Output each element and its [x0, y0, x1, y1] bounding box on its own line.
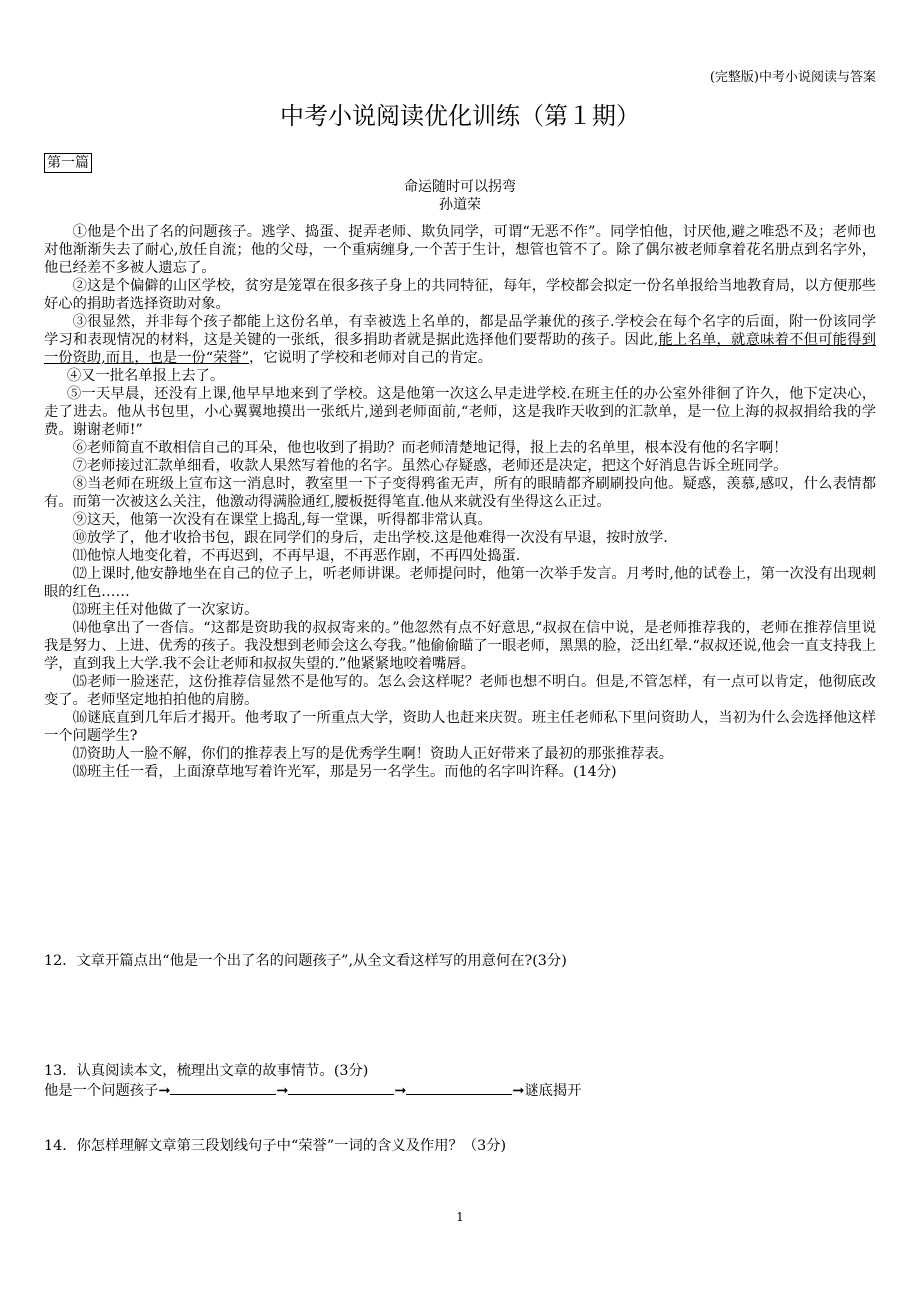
paragraph-16: ⒃谜底直到几年后才揭开。他考取了一所重点大学，资助人也赶来庆贺。班主任老师私下里问资助人，当初为什么会选择他这样一个问题学生? [44, 710, 876, 744]
paragraph-6: ⑥老师简直不敢相信自己的耳朵，他也收到了捐助？而老师清楚地记得，报上去的名单里，根本没有他的名字啊！ [72, 440, 788, 456]
page-number: 1 [456, 1210, 464, 1224]
paragraph-17: ⒄资助人一脸不解，你们的推荐表上写的是优秀学生啊！资助人正好带来了最初的那张推荐表。 [72, 746, 674, 762]
section-label: 第一篇 [44, 153, 92, 173]
question-14: 14．你怎样理解文章第三段划线句子中“荣誉”一词的含义及作用？（3分) [44, 1138, 507, 1154]
paragraph-2: ②这是个偏僻的山区学校，贫穷是笼罩在很多孩子身上的共同特征，每年，学校都会拟定一份名单报给当地教育局，以方便那些好心的捐助者选择资助对象。 [44, 278, 876, 312]
paragraph-3 [44, 313, 876, 367]
paragraph-14: ⒁他拿出了一沓信。“这都是资助我的叔叔寄来的。”他忽然有点不好意思,“叔叔在信中说，是老师推荐我的，老师在推荐信里说我是努力、上进、优秀的孩子。我没想到老师会这么夸我。”他偷偷瞄了一眼老师，黑黑的脸，泛出红晕.“叔叔还说,他会一直支持我上学，直到我上大学.我不会让老师和叔叔失望的.”他紧紧地咬着嘴唇。 [44, 620, 876, 672]
question-13: 13．认真阅读本文，梳理出文章的故事情节。(3分) [44, 1063, 369, 1079]
answer-blank-1[interactable] [170, 1081, 276, 1095]
arrow-icon: ➞ [158, 1083, 171, 1099]
story-author: 孙道荣 [439, 197, 481, 213]
paragraph-15: ⒂老师一脸迷茫，这份推荐信显然不是他写的。怎么会这样呢？老师也想不明白。但是,不管怎样，有一点可以肯定，他彻底改变了。老师坚定地拍拍他的肩膀。 [44, 674, 876, 708]
paragraph-10: ⑩放学了，他才收拾书包，跟在同学们的身后，走出学校.这是他难得一次没有早退，按时放学. [72, 530, 668, 546]
paragraph-4: ④又一批名单报上去了。 [66, 368, 225, 384]
paragraph-13: ⒀班主任对他做了一次家访。 [72, 602, 259, 618]
paragraph-9: ⑨这天，他第一次没有在课堂上捣乱,每一堂课，听得都非常认真。 [72, 512, 492, 528]
paragraph-5: ⑤一天早晨，还没有上课,他早早地来到了学校。这是他第一次这么早走进学校.在班主任的办公室外徘徊了许久，他下定决心，走了进去。他从书包里，小心翼翼地摸出一张纸片,递到老师面前,“老师，这是我昨天收到的汇款单，是一位上海的叔叔捐给我的学费。谢谢老师!” [44, 386, 876, 438]
paragraph-1: ①他是个出了名的问题孩子。逃学、捣蛋、捉弄老师、欺负同学，可谓“无恶不作”。同学怕他，讨厌他,避之唯恐不及；老师也对他渐渐失去了耐心,放任自流；他的父母，一个重病缠身,一个苦于生计，想管也管不了。除了偶尔被老师拿着花名册点到名字外，他已经差不多被人遗忘了。 [44, 224, 876, 276]
question-13-flow [44, 1081, 876, 1100]
document-header-label: (完整版)中考小说阅读与答案 [709, 70, 876, 85]
story-title: 命运随时可以拐弯 [404, 179, 516, 195]
paragraph-3-text: ③很显然，并非每个孩子都能上这份名单，有幸被选上名单的，都是品学兼优的孩子.学校会在每个名字的后面，附一份该同学学习和表现情况的材料，这是关键的一张纸，很多捐助者就是据此选择他们要帮助的孩子。因此, [44, 314, 876, 348]
question-12: 12．文章开篇点出“他是一个出了名的问题孩子”,从全文看这样写的用意何在?(3分) [44, 953, 567, 969]
answer-blank-3[interactable] [406, 1081, 512, 1095]
underlined-sentence: 能上名单，就意味着不但可能得到一份资助,而且，也是一份“荣誉” [44, 332, 876, 366]
story-body [44, 223, 876, 781]
flow-end-text: 谜底揭开 [524, 1083, 582, 1099]
arrow-icon: ➞ [394, 1083, 407, 1099]
page-title: 中考小说阅读优化训练（第１期） [280, 102, 640, 130]
flow-start-text: 他是一个问题孩子 [44, 1083, 159, 1099]
paragraph-8: ⑧当老师在班级上宣布这一消息时，教室里一下子变得鸦雀无声，所有的眼睛都齐刷刷投向他。疑惑，羡慕,感叹，什么表情都有。而第一次被这么关注，他激动得满脸通红,腰板挺得笔直.他从来就没有坐得这么正过。 [44, 476, 876, 510]
paragraph-7: ⑦老师接过汇款单细看，收款人果然写着他的名字。虽然心存疑惑，老师还是决定，把这个好消息告诉全班同学。 [72, 458, 788, 474]
paragraph-18: ⒅班主任一看，上面潦草地写着许光军，那是另一名学生。而他的名字叫许释。(14分) [72, 764, 617, 780]
paragraph-3-tail: ，它说明了学校和老师对自己的肯定。 [249, 350, 493, 366]
answer-blank-2[interactable] [288, 1081, 394, 1095]
arrow-icon: ➞ [276, 1083, 289, 1099]
paragraph-12: ⑿上课时,他安静地坐在自己的位子上，听老师讲课。老师提问时，他第一次举手发言。月考时,他的试卷上，第一次没有出现刺眼的红色…… [44, 566, 876, 600]
arrow-icon: ➞ [512, 1083, 525, 1099]
paragraph-11: ⑾他惊人地变化着，不再迟到，不再早退，不再恶作剧，不再四处捣蛋. [72, 548, 521, 564]
